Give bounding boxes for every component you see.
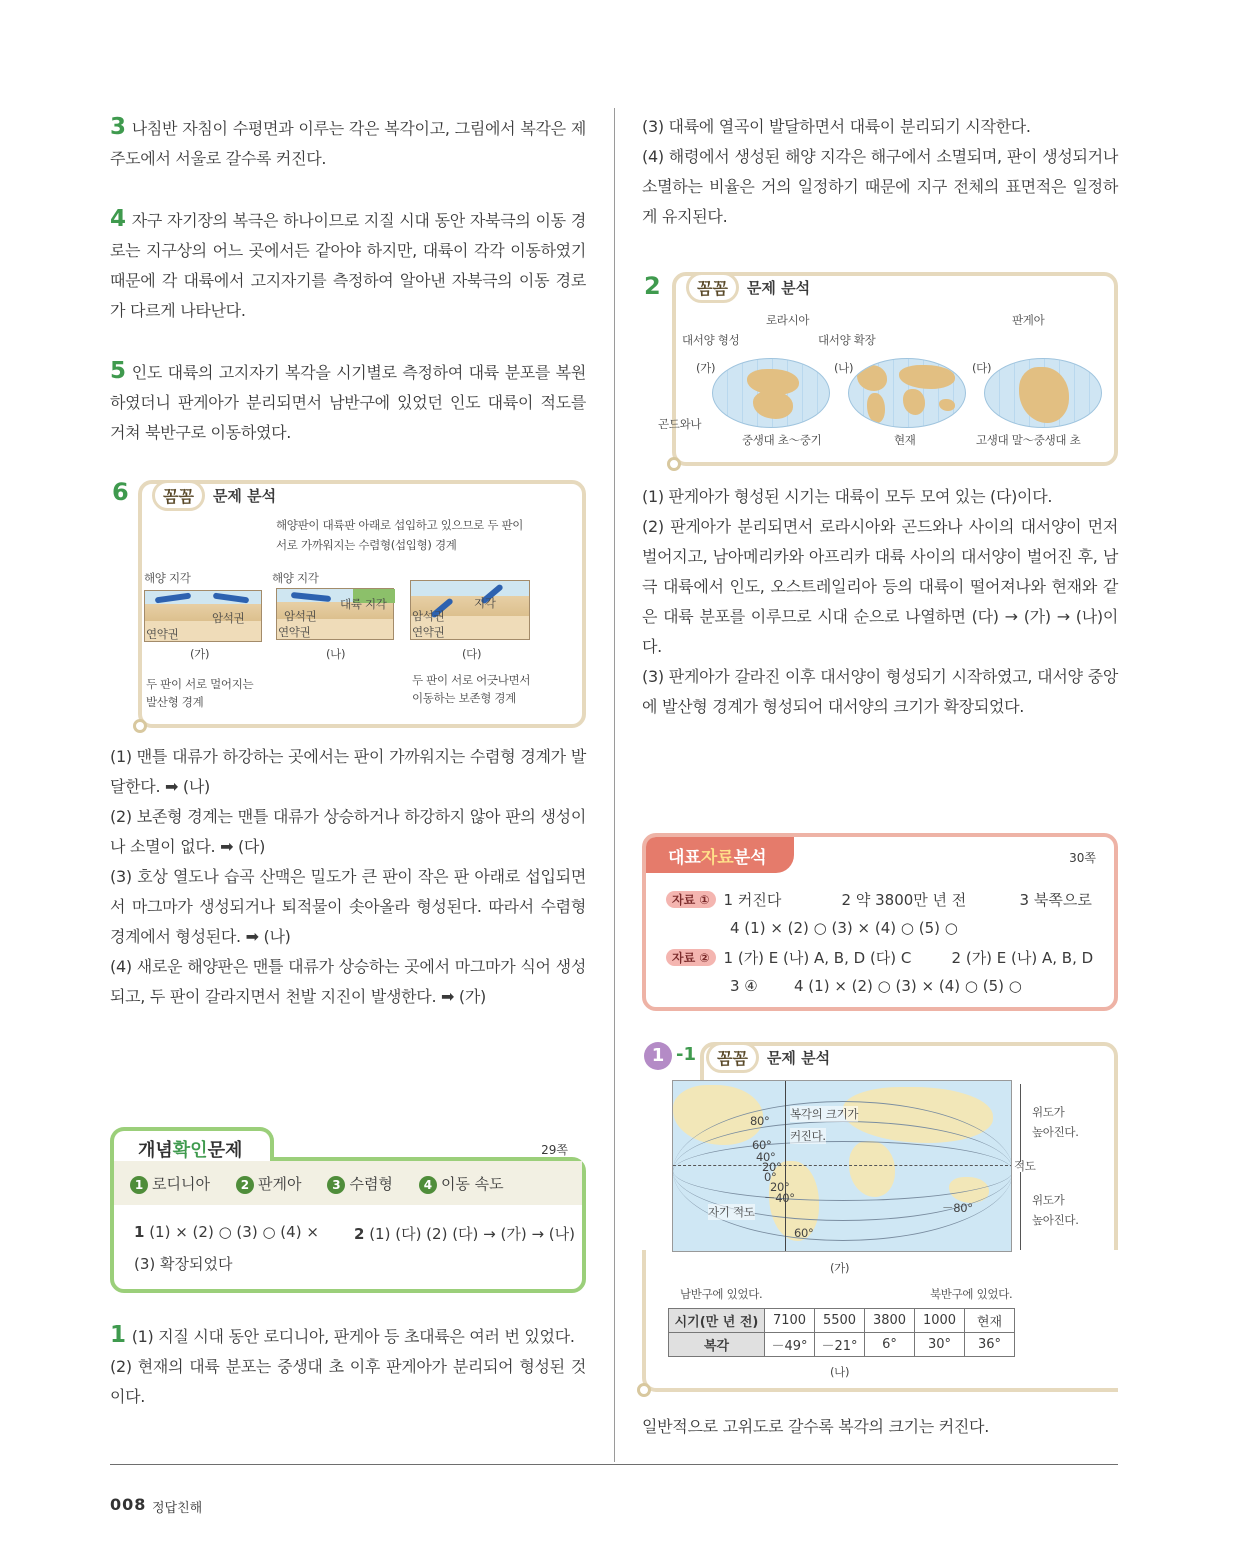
- label-lithosphere-a: 암석권: [212, 611, 245, 625]
- rep-answer: 3 북쪽으로: [1019, 891, 1092, 909]
- kkomkkom-badge: 꼼꼼: [706, 1042, 759, 1073]
- table-row: [669, 1309, 1015, 1333]
- deg-label: 20°: [770, 1180, 790, 1194]
- data-tag-2: 자료 ②: [666, 949, 716, 966]
- concept-title-b: 확인: [172, 1140, 208, 1161]
- fig-label-b: (나): [830, 1365, 850, 1379]
- lat-arrow-up: [1020, 1084, 1021, 1162]
- note-divergent-1: 두 판이 서로 멀어지는: [146, 677, 254, 691]
- isoclinic-line: [673, 1101, 1012, 1241]
- answer-top-line: (3) 대륙에 열곡이 발달하면서 대륙이 분리되기 시작한다.: [642, 117, 1031, 136]
- rep-title-a: 대표: [668, 847, 701, 868]
- deg-label: 20°: [762, 1160, 782, 1174]
- caption-paleozoic: 고생대 말～중생대 초: [976, 433, 1081, 447]
- conclusion-text: 일반적으로 고위도로 갈수록 복각의 크기는 커진다.: [642, 1417, 989, 1436]
- analysis-6-header: [152, 480, 276, 511]
- concept-answer: [327, 1173, 392, 1194]
- analysis-title: 문제 분석: [746, 279, 811, 297]
- table-cell: 36°: [965, 1333, 1015, 1357]
- analysis-1-1-sub: -1: [676, 1044, 696, 1065]
- note-transform-1: 두 판이 서로 어긋나면서: [412, 673, 531, 687]
- page-number: 008: [110, 1495, 147, 1514]
- note-subduction-2: 서로 가까워지는 수렴형(섭입형) 경계: [276, 538, 457, 552]
- deg-label: 60°: [752, 1138, 772, 1152]
- answer-1-text: (1) 지질 시대 동안 로디니아, 판게아 등 초대륙은 여러 번 있었다.: [131, 1327, 575, 1346]
- label-lithosphere-c: 암석권: [412, 609, 445, 623]
- answer-2-line: (3) 판게아가 갈라진 이후 대서양이 형성되기 시작하였고, 대서양 중앙에 발산형 경계가 형성되어 대서양의 크기가 확장되었다.: [642, 667, 1118, 716]
- analysis-2-number: 2: [644, 272, 661, 300]
- label-atlantic-formation: 대서양 형성: [682, 333, 740, 347]
- landmass: [1019, 367, 1069, 423]
- dip-arrow-line: [785, 1081, 786, 1252]
- globe-present: [848, 358, 966, 428]
- answer-6-line: (4) 새로운 해양판은 맨틀 대류가 상승하는 곳에서 마그마가 식어 생성되고, 두 판이 갈라지면서 천발 지진이 발생한다. ➡ (가): [110, 957, 586, 1006]
- lat-note: 위도가: [1032, 1193, 1065, 1207]
- label-lithosphere-b: 암석권: [284, 609, 317, 623]
- concept-line-2: (3) 확장되었다: [134, 1255, 233, 1273]
- landmass: [867, 393, 885, 423]
- answer-text: 판게아: [257, 1174, 302, 1193]
- label-ocean-crust-a: 해양 지각: [144, 571, 191, 585]
- map-note-2: 커진다.: [790, 1129, 826, 1143]
- answer-number: 1: [130, 1176, 148, 1194]
- lat-arrow-down: [1020, 1172, 1021, 1250]
- kkomkkom-badge: 꼼꼼: [152, 480, 205, 511]
- q-answer: (1) (다) (2) (다) → (가) → (나): [364, 1225, 575, 1243]
- rep-row-1: [666, 889, 1092, 910]
- answer-3: 3 나침반 자침이 수평면과 이루는 각은 복각이고, 그림에서 복각은 제주도에서 서울로 갈수록 커진다.: [110, 114, 586, 168]
- south-hemisphere-note: 남반구에 있었다.: [680, 1287, 763, 1301]
- footer-rule: [110, 1464, 1118, 1465]
- rep-title-b: 자료: [700, 847, 734, 868]
- concept-line-1b: [354, 1223, 575, 1244]
- answer-6-line: (2) 보존형 경계는 맨틀 대류가 상승하거나 하강하지 않아 판의 생성이나 소멸이 없다. ➡ (다): [110, 807, 586, 856]
- fig-label-b: (나): [834, 361, 854, 375]
- label-pangaea: 판게아: [1012, 313, 1045, 327]
- note-divergent-2: 발산형 경계: [146, 695, 204, 709]
- label-asthenosphere-a: 연약권: [146, 627, 179, 641]
- deg-label: 80°: [750, 1114, 770, 1128]
- concept-line-1a: [134, 1223, 319, 1241]
- rep-row-3: [666, 947, 1093, 968]
- magnetic-equator-label: 자기 적도: [708, 1205, 755, 1219]
- label-ocean-crust-b: 해양 지각: [272, 571, 319, 585]
- equator-label: 적도: [1014, 1159, 1036, 1173]
- rep-row-2: 4 (1) × (2) ○ (3) × (4) ○ (5) ○: [730, 919, 958, 937]
- table-cell: －21°: [815, 1333, 865, 1357]
- representative-analysis-box: [642, 833, 1118, 1011]
- lat-note: 높아진다.: [1032, 1125, 1079, 1139]
- plate-arrow: [291, 592, 331, 602]
- answer-5: 5 인도 대륙의 고지자기 복각을 시기별로 측정하여 대륙 분포를 복원하였더니 판게아가 분리되면서 남반구에 있었던 인도 대륙이 적도를 거쳐 북반구로 이동하였다.: [110, 358, 586, 442]
- table-cell: 6°: [865, 1333, 915, 1357]
- table-cell: 5500: [815, 1309, 865, 1333]
- conclusion: [642, 1412, 1118, 1442]
- label-gondwana: 곤드와나: [658, 417, 702, 431]
- analysis-6-number: 6: [112, 478, 129, 506]
- rep-answer: 2 (가) E (나) A, B, D: [951, 949, 1094, 967]
- fig-label-a: (가): [190, 647, 210, 661]
- answer-2-line: (2) 판게아가 분리되면서 로라시아와 곤드와나 사이의 대서양이 먼저 벌어지고, 남아메리카와 아프리카 대륙 사이의 대서양이 벌어진 후, 남극 대륙에서 인도, 오스트레일리아 등의 대륙이 떨어져나와 현재와 같은 대륙 분포를 이루므로 시대 순으로 나열하면 (다) → (가) → (나)이다.: [642, 517, 1118, 656]
- fig-label-c: (다): [972, 361, 992, 375]
- answer-1-line-2: (2) 현재의 대륙 분포는 중생대 초 이후 판게아가 분리되어 형성된 것이다.: [110, 1357, 586, 1406]
- globe-pangaea: [984, 358, 1102, 428]
- deg-label: 40°: [756, 1150, 776, 1164]
- box-corner-dot: [133, 719, 147, 733]
- box-corner-dot: [667, 457, 681, 471]
- concept-title-c: 문제: [207, 1140, 243, 1161]
- q-num: 2: [354, 1225, 365, 1243]
- answer-text: 로디니아: [152, 1174, 210, 1193]
- answer-2-line: (1) 판게아가 형성된 시기는 대륙이 모두 모여 있는 (다)이다.: [642, 487, 1053, 506]
- answer-1-block: [110, 1320, 586, 1412]
- table-header: 복각: [669, 1333, 765, 1357]
- north-hemisphere-note: 북반구에 있었다.: [930, 1287, 1013, 1301]
- lat-note: 높아진다.: [1032, 1213, 1079, 1227]
- concept-title-a: 개념: [138, 1140, 173, 1161]
- concept-page-ref: 29쪽: [541, 1143, 568, 1157]
- fig-label-c: (다): [462, 647, 482, 661]
- table-cell: 7100: [765, 1309, 815, 1333]
- analysis-title: 문제 분석: [212, 487, 277, 505]
- label-crust-c: 지각: [474, 596, 496, 610]
- fig-label-b: (나): [326, 647, 346, 661]
- analysis-title: 문제 분석: [766, 1049, 831, 1067]
- deg-label: －40°: [764, 1191, 795, 1205]
- answer-top-line: (4) 해령에서 생성된 해양 지각은 해구에서 소멸되며, 판이 생성되거나 소멸하는 비율은 거의 일정하기 때문에 지구 전체의 표면적은 일정하게 유지된다.: [642, 147, 1118, 226]
- landmass: [899, 365, 955, 389]
- plate-arrow-left: [155, 593, 191, 604]
- left-column: [110, 112, 586, 448]
- data-tag-1: 자료 ①: [666, 891, 716, 908]
- answer-text: 이동 속도: [440, 1174, 504, 1193]
- rep-answer: 2 약 3800만 년 전: [841, 891, 967, 909]
- answer-number: 2: [236, 1176, 254, 1194]
- landmass: [939, 399, 955, 411]
- answer-6-explanations: [110, 742, 586, 1012]
- kkomkkom-badge: 꼼꼼: [686, 272, 739, 303]
- lat-note: 위도가: [1032, 1105, 1065, 1119]
- rep-row-4: [730, 977, 1022, 995]
- deg-label: 0°: [764, 1170, 777, 1184]
- rep-answer: 1 커진다: [723, 891, 782, 909]
- analysis-2-header: [686, 272, 810, 303]
- right-column-top: [642, 112, 1118, 232]
- concept-check-box: [110, 1127, 586, 1293]
- answer-number: 4: [419, 1176, 437, 1194]
- landmass: [753, 391, 793, 419]
- label-laurasia: 로라시아: [766, 313, 810, 327]
- globe-mesozoic: [712, 358, 830, 428]
- fig-label-a: (가): [696, 361, 716, 375]
- answer-6-line: (1) 맨틀 대류가 하강하는 곳에서는 판이 가까워지는 수렴형 경계가 발달한다. ➡ (나): [110, 747, 586, 796]
- dip-table: [668, 1308, 1015, 1357]
- table-cell: －49°: [765, 1333, 815, 1357]
- q-num: 1: [134, 1223, 145, 1241]
- rep-answer: 3 ④: [730, 977, 758, 995]
- label-asthenosphere-c: 연약권: [412, 625, 445, 639]
- rep-answer: 1 (가) E (나) A, B, D (다) C: [723, 949, 912, 967]
- book-label: 정답친해: [152, 1501, 203, 1516]
- table-cell: 30°: [915, 1333, 965, 1357]
- analysis-1-1-number: 1: [644, 1042, 672, 1070]
- rep-answer: 4 (1) × (2) ○ (3) × (4) ○ (5) ○: [794, 977, 1022, 995]
- label-atlantic-expansion: 대서양 확장: [818, 333, 876, 347]
- box-corner-dot: [637, 1383, 651, 1397]
- caption-present: 현재: [894, 433, 916, 447]
- concept-answer: [419, 1173, 504, 1194]
- caption-mesozoic: 중생대 초～중기: [742, 433, 822, 447]
- deg-label: －80°: [942, 1201, 973, 1215]
- table-row: [669, 1333, 1015, 1357]
- plate-arrow-right: [213, 593, 249, 604]
- analysis-1-1-header: [706, 1042, 830, 1073]
- landmass: [857, 365, 887, 391]
- concept-answer: [236, 1173, 301, 1194]
- table-cell: 1000: [915, 1309, 965, 1333]
- rep-header: [646, 837, 794, 873]
- deg-label: 60°: [794, 1226, 814, 1240]
- answer-1-num: 1: [110, 1322, 126, 1348]
- answer-1-line-1: [110, 1320, 586, 1352]
- column-divider: [614, 108, 615, 1462]
- table-header: 시기(만 년 전): [669, 1309, 765, 1333]
- table-cell: 3800: [865, 1309, 915, 1333]
- map-note-1: 복각의 크기가: [790, 1107, 859, 1121]
- note-subduction: 해양판이 대륙판 아래로 섭입하고 있으므로 두 판이: [276, 518, 524, 532]
- label-continental-crust: 대륙 지각: [340, 597, 387, 611]
- concept-answer: [130, 1173, 210, 1194]
- q-answer: (1) × (2) ○ (3) ○ (4) ×: [144, 1223, 319, 1241]
- fig-label-a: (가): [830, 1261, 850, 1275]
- rep-page-ref: 30쪽: [1069, 851, 1096, 865]
- answer-number: 3: [327, 1176, 345, 1194]
- note-transform-2: 이동하는 보존형 경계: [412, 691, 516, 705]
- concept-answers-strip: [114, 1161, 582, 1205]
- answer-2-explanations: [642, 482, 1118, 722]
- rep-title-c: 분석: [733, 847, 767, 868]
- answer-4: 4 자구 자기장의 복극은 하나이므로 지질 시대 동안 자북극의 이동 경로는 지구상의 어느 곳에서든 같아야 하지만, 대륙이 각각 이동하였기 때문에 각 대륙에서 고지자기를 측정하여 알아낸 자북극의 이동 경로가 다르게 나타난다.: [110, 206, 586, 320]
- answer-text: 수렴형: [349, 1174, 393, 1193]
- label-asthenosphere-b: 연약권: [278, 625, 311, 639]
- table-cell: 현재: [965, 1309, 1015, 1333]
- answer-6-line: (3) 호상 열도나 습곡 산맥은 밀도가 큰 판이 작은 판 아래로 섭입되면서 마그마가 생성되거나 퇴적물이 솟아올라 형성된다. 따라서 수렴형 경계에서 형성된다. ➡ (나): [110, 867, 586, 946]
- landmass: [903, 389, 925, 415]
